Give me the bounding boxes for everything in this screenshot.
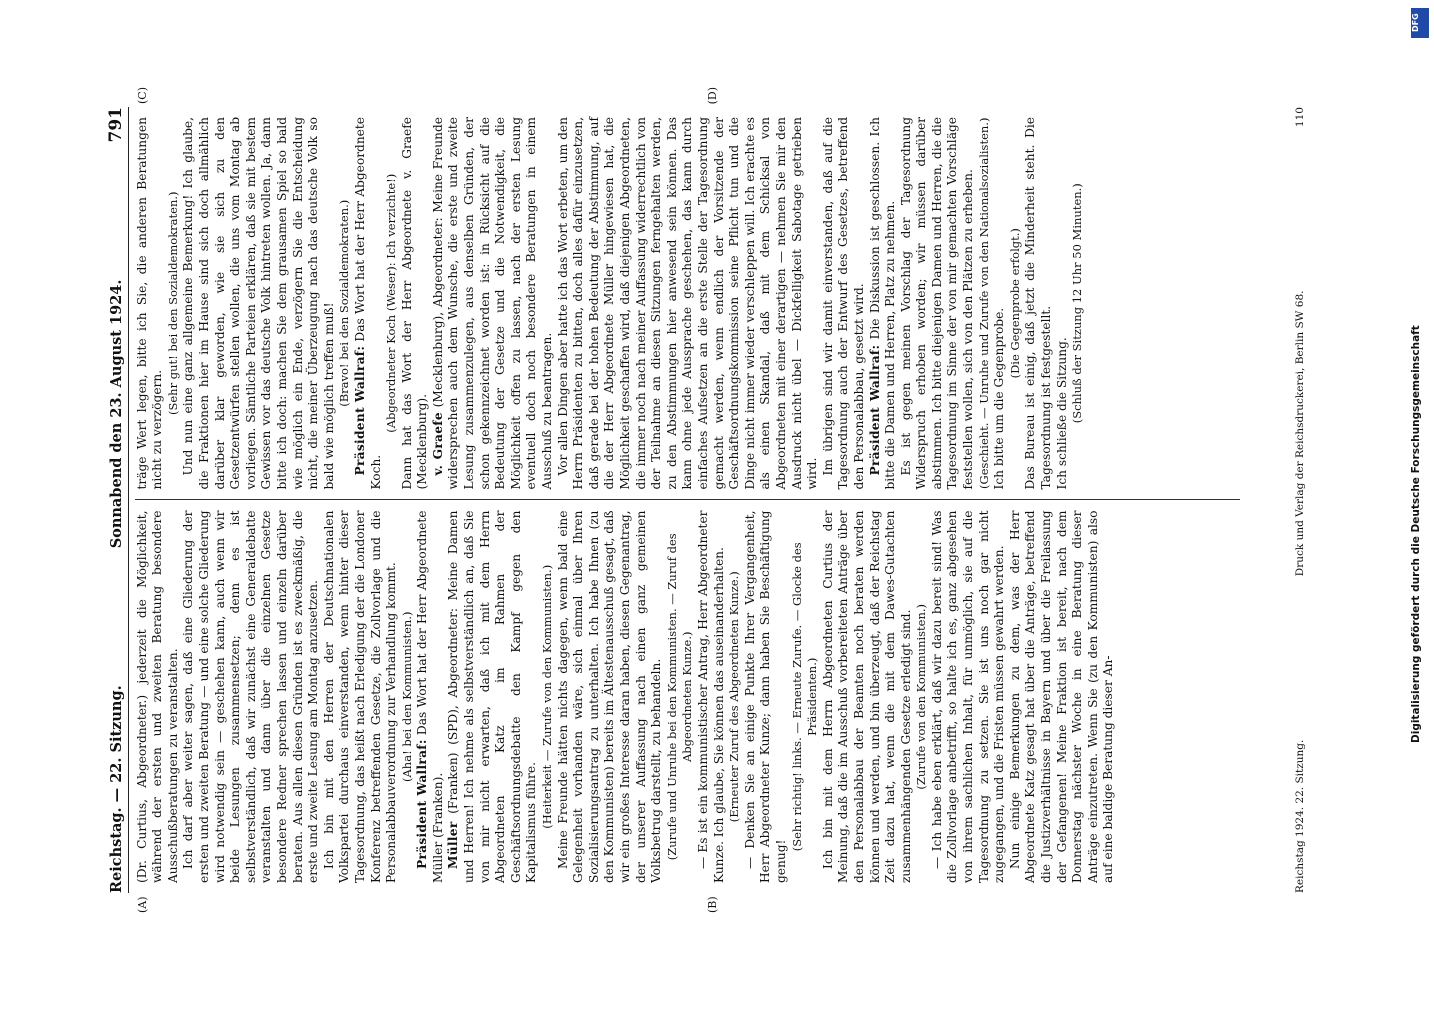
paragraph <box>899 117 977 490</box>
interjection <box>727 511 743 884</box>
page-footer <box>1293 107 1309 893</box>
interjection <box>337 117 353 490</box>
paragraph <box>743 511 790 884</box>
paragraph-text: (Erneuter Zuruf des Abgeordneten Kunze.) <box>727 571 742 823</box>
paragraph <box>400 117 431 490</box>
interjection <box>1008 117 1024 490</box>
paragraph <box>556 117 821 490</box>
paragraph-text: (Bravo! bei den Sozialdemokraten.) <box>337 199 352 407</box>
dfg-logo: DFG <box>1411 8 1429 38</box>
paragraph-text: (Geschieht. — Unruhe und Zurufe von den Nationalsozialisten.) <box>976 117 991 489</box>
paragraph-text: Meine Freunde hätten nichts dagegen, wenn bald eine Gelegenheit vorhanden wäre, sich einmal über Ihren Sozialisierungsantrag zu unterhalten. Ich habe Ihnen (zu den Kommunisten) bereits im Ältestenausschuß gesagt, daß wir ein großes Interesse daran haben, diesen Gegenantrag, der unserer Auffassung nach einen ganz gemeinen Volksbetrug darstellt, zu behandeln. <box>555 510 664 883</box>
paragraph-text: (Aha! bei den Kommunisten.) <box>399 611 414 782</box>
interjection <box>1070 117 1086 490</box>
text-columns <box>135 107 1240 893</box>
paragraph-text: Das Bureau ist einig, daß jetzt die Minderheit steht. Die Tagesordnung ist festgestellt. <box>1023 117 1054 490</box>
interjection <box>665 511 696 884</box>
paragraph <box>992 117 1008 490</box>
paragraph-text: (Heiterkeit — Zurufe von den Kommunisten.) <box>540 564 555 829</box>
funding-note: Digitalisierung gefördert durch die Deutsche Forschungsgemeinschaft <box>1410 325 1422 743</box>
paragraph-text: träge Wert legen, bitte ich Sie, die anderen Beratungen nicht zu verzögern. <box>134 117 165 490</box>
paragraph-text: Ich schließe die Sitzung. <box>1054 337 1069 490</box>
footer-sheet-number: 110 <box>1294 107 1307 128</box>
paragraph <box>556 511 665 884</box>
interjection <box>914 511 930 884</box>
paragraph-text: (Dr. Curtius, Abgeordneter.) jederzeit die Möglichkeit, während der ersten und zweiten Beratung besondere Ausschußberatungen zu veranstalten. <box>134 510 180 883</box>
paragraph-text: Ich bin mit den Herren der Deutschnationalen Volkspartei durchaus einverstanden, wenn hinter dieser Tagesordnung, das heißt nach Erledigung der die Londoner Konferenz betreffenden Gesetze, die Zollvorlage und die Personalabbauverordnung zur Verhandlung kommt. <box>321 510 399 883</box>
paragraph <box>821 511 915 884</box>
paragraph <box>446 511 540 884</box>
interjection <box>400 511 416 884</box>
paragraph <box>322 511 400 884</box>
paragraph <box>868 117 899 490</box>
page-number: 791 <box>106 107 126 143</box>
document-page <box>95 85 1315 915</box>
speaker-name: Präsident Wallraf: <box>352 345 367 476</box>
paragraph <box>696 511 727 884</box>
paragraph-text: Die Diskussion ist geschlossen. Ich bitte die Damen und Herren, Platz zu nehmen. <box>867 117 898 490</box>
paragraph <box>431 117 556 490</box>
margin-marker-b: (B) <box>706 896 719 913</box>
paragraph <box>181 117 337 490</box>
paragraph-text: Nun einige Bemerkungen zu dem, was der Herr Abgeordnete Katz gesagt hat über die Anträge, betreffend die Justizverhältnisse in Bayern und über die Freilassung der Gefangenen! Meine Fraktion ist bereit, nach dem Donnerstag nächster Woche in eine Beratung dieser Anträge einzutreten. Wenn Sie (zu den Kommunisten) also auf eine baldige Beratung dieser An- <box>1007 510 1116 883</box>
paragraph-text: (Die Gegenprobe erfolgt.) <box>1007 228 1022 379</box>
paragraph <box>135 117 166 490</box>
column-right <box>135 107 1240 500</box>
paragraph <box>135 511 182 884</box>
paragraph <box>1055 117 1071 490</box>
margin-marker-c: (C) <box>136 87 149 104</box>
interjection <box>166 117 182 490</box>
paragraph <box>1023 117 1054 490</box>
paragraph-text: Ich bin mit dem Herrn Abgeordneten Curtius der Meinung, daß die im Ausschuß vorbereiteten Anträge über den Personalabbau der Beamten noch beraten werden können und werden, und bin überzeugt, daß der Reichstag Zeit dazu hat, wenn die mit dem Dawes-Gutachten zusammenhängenden Gesetze erledigt sind. <box>820 510 913 883</box>
paragraph-text: — Es ist ein kommunistischer Antrag, Herr Abgeordneter Kunze. Ich glaube, Sie können das auseinanderhalten. <box>695 510 726 883</box>
paragraph-text: (Zurufe von den Kommunisten.) <box>914 603 929 790</box>
paragraph <box>1008 511 1117 884</box>
interjection <box>540 511 556 884</box>
paragraph-text: (Abgeordneter Koch (Weser): Ich verzichte!) <box>384 173 399 433</box>
paragraph-text: (Sehr gut! bei den Sozialdemokraten.) <box>165 191 180 415</box>
paragraph-text: — Ich habe eben erklärt, daß wir dazu bereit sind! Was die Zollvorlage anbetrifft, so halte ich es, ganz abgesehen von ihrem sachlichen Inhalt, für unmöglich, sie auf die Tagesordnung zu setzen. Sie ist uns noch gar nicht zugegangen, und die Fristen müssen gewahrt werden. <box>929 510 1007 883</box>
paragraph-text: (Mecklenburg), Abgeordneter: Meine Freunde widersprechen auch dem Wunsche, die erste und zweite Lesung zusammenzulegen, aus denselben Gründen, der schon gekennzeichnet worden ist: in Rücksicht auf die Bedeutung der Gesetze und die Notwendigkeit, die Möglichkeit offen zu lassen, nach der ersten Lesung eventuell doch noch besondere Beratungen in einem Ausschuß zu beantragen. <box>430 117 555 490</box>
paragraph <box>353 117 384 490</box>
speaker-name: Müller <box>446 821 461 869</box>
paragraph-text: Vor allen Dingen aber hatte ich das Wort erbeten, um den Herrn Präsidenten zu bitten, doch alles dafür einzusetzen, daß gerade bei der hohen Bedeutung der Abstimmung, auf die der Herr Abgeordnete Müller hingewiesen hat, die Möglichkeit geschaffen wird, daß diejenigen Abgeordneten, die immer noch nach meiner Auffassung widerrechtlich von der Teilnahme an diesen Sitzungen ferngehalten werden, zu den Abstimmungen hier anwesend sein können. Das kann ohne jede Aussprache geschehen, das kann durch einfaches Aufsetzen an die erste Stelle der Tagesordnung gemacht werden, wenn endlich der Vorsitzende der Geschäftsordnungskommission seine Pflicht tun und die Dinge nicht immer wieder verschleppen will. Ich erachte es als einen Skandal, daß mit dem Schicksal von Abgeordneten mit einer derartigen — nehmen Sie mir den Ausdruck nicht übel — Dickfelligkeit Sabotage getrieben wird. <box>555 117 820 490</box>
paragraph-text: (Sehr richtig! links. — Erneute Zurufe. — Glocke des Präsidenten.) <box>789 542 820 852</box>
paragraph-text: (Zurufe und Unruhe bei den Kommunisten. — Zuruf des Abgeordneten Kunze.) <box>664 533 695 861</box>
header-date: Sonnabend den 23. August 1924. <box>108 279 125 549</box>
paragraph-text: Und nun eine ganz allgemeine Bemerkung! Ich glaube, die Fraktionen hier im Hause sind sich doch allmählich darüber klar geworden, wie sie sich zu den Gesetzentwürfen stellen wollen, die uns vom Montag ab vorliegen. Sämtliche Parteien erklären, daß sie mit bestem Gewissen vor das deutsche Volk hintreten wollen. Ja, dann bitte ich doch: machen Sie dem grausamen Spiel so bald wie möglich ein Ende, verzögern Sie die Entscheidung nicht, die meiner Überzeugung nach das deutsche Volk so bald wie möglich treffen muß! <box>181 117 336 490</box>
paragraph <box>415 511 446 884</box>
paragraph-text: Ich darf aber weiter sagen, daß eine Gliederung der ersten und zweiten Beratung — und eine solche Gliederung wird notwendig sein — geschehen kann, auch wenn wir beide Lesungen zusammensetzen; denn es ist selbstverständlich, daß wir zunächst eine Generaldebatte veranstalten und dann über die einzelnen Gesetze besondere Redner sprechen lassen und einzeln darüber beraten. Aus allen diesen Gründen ist es zweckmäßig, die erste und zweite Lesung am Montag anzusetzen. <box>181 510 321 883</box>
speaker-name: Präsident Wallraf: <box>867 344 882 476</box>
paragraph-text: Das Wort hat der Herr Abgeordnete Koch. <box>352 117 383 490</box>
footer-left: Reichstag 1924. 22. Sitzung. <box>1294 739 1307 893</box>
speaker-name: Präsident Wallraf: <box>415 739 430 869</box>
paragraph-text: (Schluß der Sitzung 12 Uhr 50 Minuten.) <box>1070 183 1085 424</box>
paragraph <box>821 117 868 490</box>
speaker-name: v. Graefe <box>430 412 445 476</box>
paragraph-text: Dann hat das Wort der Herr Abgeordnete v. Graefe (Mecklenburg). <box>399 117 430 490</box>
paragraph-text: Im übrigen sind wir damit einverstanden, daß auf die Tagesordnung auch der Entwurf des Gesetzes, betreffend den Personalabbau, gesetzt wird. <box>820 117 866 490</box>
column-left <box>135 501 1240 894</box>
paragraph-text: — Denken Sie an einige Punkte Ihrer Vergangenheit, Herr Abgeordneter Kunze; dann haben Sie Beschäftigung genug! <box>742 510 788 883</box>
paragraph <box>181 511 321 884</box>
paragraph <box>930 511 1008 884</box>
interjection <box>384 117 400 490</box>
margin-marker-d: (D) <box>706 87 719 105</box>
footer-printer: Druck und Verlag der Reichsdruckerei, Berlin SW 68. <box>1294 290 1307 577</box>
paragraph-text: (Franken) (SPD), Abgeordneter: Meine Damen und Herren! Ich nehme als selbstverständlich an, daß Sie von mir nicht erwarten, daß ich mit dem Herrn Abgeordneten Katz im Rahmen der Geschäftsordnungsdebatte den Kampf gegen den Kapitalismus führe. <box>446 510 539 883</box>
paragraph-text: Das Wort hat der Herr Abgeordnete Müller (Franken). <box>415 510 445 883</box>
interjection <box>790 511 821 884</box>
paragraph-text: Es ist gegen meinen Vorschlag der Tagesordnung Widerspruch erhoben worden; wir müssen darüber abstimmen. Ich bitte diejenigen Damen und Herren, die die Tagesordnung im Sinne der von mir gemachten Vorschläge feststellen wollen, sich von den Plätzen zu erheben. <box>898 117 976 490</box>
page-header <box>106 107 129 893</box>
interjection <box>977 117 993 490</box>
margin-marker-a: (A) <box>136 896 149 913</box>
paragraph-text: Ich bitte um die Gegenprobe. <box>992 307 1007 490</box>
header-left: Reichstag. — 22. Sitzung. <box>108 685 125 893</box>
